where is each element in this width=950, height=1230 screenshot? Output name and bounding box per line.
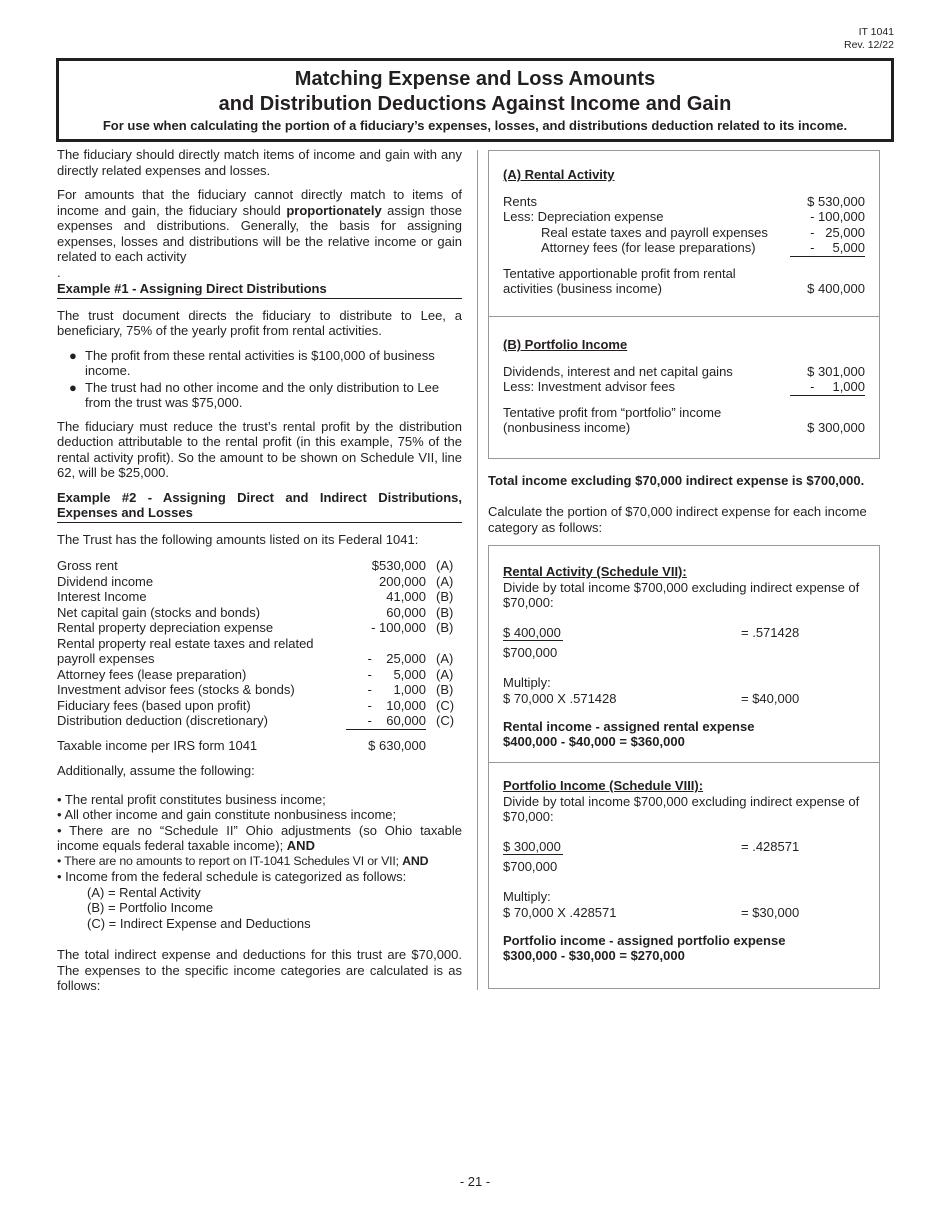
row-label: Investment advisor fees (stocks & bonds)	[57, 682, 295, 697]
assumption-bold: AND	[402, 853, 429, 868]
column-divider	[477, 150, 478, 990]
intro-p2-bold: proportionately	[286, 202, 382, 218]
page-number: - 21 -	[459, 1174, 491, 1189]
page-title-line1: Matching Expense and Loss Amounts	[294, 68, 656, 90]
assumption-text: • All other income and gain constitute nonbusiness income;	[57, 807, 397, 822]
advisor-fees-amount: - 1,000	[790, 379, 865, 396]
intro-p2-start: For amounts that the fiduciary cannot directly match to items of income and gain, the fiduciary should	[57, 187, 462, 218]
rents-label: Rents	[503, 193, 537, 209]
taxes-row	[503, 225, 865, 241]
rental-multiply-label: Multiply:	[503, 675, 551, 690]
table-row	[57, 682, 462, 698]
rental-denominator: $700,000	[503, 644, 558, 660]
rental-tentative-line2: activities (business income)	[503, 281, 662, 296]
row-category: (C)	[436, 713, 455, 728]
portfolio-result-line2: $300,000 - $30,000 = $270,000	[503, 948, 685, 963]
rental-numerator: $ 400,000	[503, 624, 561, 640]
assumption-text: • Income from the federal schedule is categorized as follows:	[57, 869, 407, 884]
list-item	[57, 869, 462, 885]
rental-multiply-expr: $ 70,000 X .571428	[503, 690, 617, 706]
bullet-text: The profit from these rental activities is $100,000 of business income.	[85, 347, 435, 378]
row-category: (B)	[436, 620, 454, 635]
row-category: (A)	[436, 666, 454, 682]
portfolio-calc-panel	[489, 763, 879, 976]
portfolio-tentative-line2: (nonbusiness income)	[503, 420, 631, 435]
row-amount: - 1,000	[367, 682, 426, 697]
portfolio-multiply-expr: $ 70,000 X .428571	[503, 904, 617, 920]
row-category: (A)	[436, 651, 454, 666]
row-category: (A)	[436, 573, 454, 589]
table-row	[57, 651, 462, 667]
rental-ratio-row	[503, 625, 865, 641]
list-item	[57, 380, 462, 411]
row-label: Fiduciary fees (based upon profit)	[57, 697, 251, 713]
table-row	[57, 605, 462, 621]
income-box	[488, 150, 880, 459]
bullet-icon: ●	[69, 347, 77, 363]
portfolio-ratio: = .428571	[741, 838, 800, 854]
row-amount: - 60,000	[346, 713, 426, 729]
title-box	[56, 58, 894, 142]
example2-paragraph-1: The Trust has the following amounts listed on its Federal 1041:	[57, 531, 419, 547]
page-subtitle: For use when calculating the portion of a fiduciary’s expenses, losses, and distributions deduction related to its income.	[102, 118, 848, 133]
rental-ratio: = .571428	[741, 624, 800, 640]
table-row	[57, 713, 462, 729]
rental-multiply-row	[503, 691, 865, 707]
list-item	[57, 807, 462, 823]
example2-heading: Example #2 - Assigning Direct and Indirect Distributions, Expenses and Losses	[57, 490, 462, 523]
table-row	[57, 589, 462, 605]
total-income-statement: Total income excluding $70,000 indirect expense is $700,000.	[488, 473, 865, 488]
assumption-text: • There are no “Schedule II” Ohio adjustments (so Ohio taxable income equals federal taxable income);	[57, 822, 462, 853]
intro-p2-end: assign those expenses and distributions. Generally, the basis for assigning expenses, losses and distributions will be the relative income or gain related to each activity	[57, 202, 462, 264]
rental-calc-panel	[489, 546, 879, 763]
closing-paragraph: The total indirect expense and deductions for this trust are $70,000. The expenses to the specific income categories are calculated is as follows:	[57, 947, 462, 993]
portfolio-multiply-result: = $30,000	[741, 904, 800, 920]
bullet-text: The trust had no other income and the only distribution to Lee from the trust was $75,000.	[85, 379, 440, 410]
page-title-line2: and Distribution Deductions Against Income and Gain	[218, 93, 732, 115]
rents-row	[503, 194, 865, 210]
rental-tentative-row	[503, 266, 865, 297]
portfolio-numerator: $ 300,000	[503, 838, 561, 854]
rental-tentative-amount: $ 400,000	[807, 281, 865, 296]
portfolio-tentative-line1: Tentative profit from “portfolio” income	[503, 404, 722, 420]
row-category	[426, 636, 462, 652]
bullet-icon: ●	[69, 379, 77, 395]
row-category: (C)	[436, 697, 455, 713]
row-amount: 60,000	[386, 604, 426, 620]
row-label: payroll expenses	[57, 651, 155, 666]
portfolio-tentative-label	[503, 405, 721, 436]
intro-paragraph-1: The fiduciary should directly match items of income and gain with any directly related expenses and losses.	[57, 147, 462, 178]
rental-result-line1: Rental income - assigned rental expense	[503, 718, 755, 734]
taxable-cat-spacer	[426, 738, 462, 754]
assume-intro: Additionally, assume the following:	[57, 763, 255, 778]
left-column	[57, 147, 462, 1003]
row-label: Rental property depreciation expense	[57, 620, 274, 635]
rental-calc-heading: Rental Activity (Schedule VII):	[503, 564, 687, 579]
assumption-text: • The rental profit constitutes business income;	[57, 791, 326, 807]
rental-activity-panel	[489, 151, 879, 317]
category-item: (A) = Rental Activity	[87, 884, 201, 900]
form-id: IT 1041	[858, 26, 894, 38]
taxable-income-row	[57, 738, 462, 754]
list-item	[57, 348, 462, 379]
rental-heading: (A) Rental Activity	[503, 167, 615, 182]
portfolio-tentative-amount: $ 300,000	[807, 420, 865, 435]
row-label: Rental property real estate taxes and related	[57, 635, 314, 651]
table-row	[57, 667, 462, 683]
advisor-fees-label: Less: Investment advisor fees	[503, 379, 675, 394]
row-amount: - 5,000	[367, 666, 426, 682]
rental-tentative-label	[503, 266, 736, 297]
example1-bullet-list	[57, 348, 462, 411]
row-category: (B)	[436, 589, 454, 604]
row-category: (A)	[436, 558, 454, 573]
portfolio-multiply-label: Multiply:	[503, 889, 551, 904]
rents-amount: $ 530,000	[807, 193, 865, 209]
portfolio-income-panel	[489, 317, 879, 448]
portfolio-denominator: $700,000	[503, 858, 558, 874]
example1-paragraph-2: The fiduciary must reduce the trust’s rental profit by the distribution deduction attributable to the rental profit (in this example, 75% of the rental activity profit). So the amount to be shown on Schedule VII, line 62, will be $25,000.	[57, 418, 462, 480]
row-amount: - 25,000	[367, 651, 426, 666]
form-id-block	[844, 26, 894, 52]
table-row	[57, 574, 462, 590]
portfolio-calc-heading: Portfolio Income (Schedule VIII):	[503, 778, 704, 793]
attorney-amount: - 5,000	[790, 240, 865, 257]
rental-multiply-result: = $40,000	[741, 690, 800, 706]
row-label: Interest Income	[57, 589, 147, 604]
row-category: (B)	[436, 604, 454, 620]
row-label: Net capital gain (stocks and bonds)	[57, 604, 261, 620]
category-list	[57, 885, 462, 932]
row-amount: 41,000	[386, 589, 426, 604]
attorney-label: Attorney fees (for lease preparations)	[541, 240, 756, 255]
rental-result-line2: $400,000 - $40,000 = $360,000	[503, 734, 685, 749]
table-row	[57, 698, 462, 714]
attorney-row	[503, 240, 865, 257]
portfolio-heading: (B) Portfolio Income	[503, 337, 628, 352]
federal-1041-table	[57, 558, 462, 730]
list-item	[57, 854, 462, 870]
category-item: (B) = Portfolio Income	[87, 900, 214, 915]
dividends-label: Dividends, interest and net capital gains	[503, 363, 733, 379]
calculate-instruction: Calculate the portion of $70,000 indirect expense for each income category as follows:	[488, 504, 867, 535]
assumption-text: • There are no amounts to report on IT-1041 Schedules VI or VII;	[57, 853, 403, 868]
assumption-bold: AND	[286, 838, 315, 853]
list-item	[57, 823, 462, 854]
depreciation-row	[503, 209, 865, 225]
taxable-label: Taxable income per IRS form 1041	[57, 737, 258, 753]
row-amount: - 10,000	[367, 697, 426, 713]
calculation-box	[488, 545, 880, 989]
portfolio-calc-desc: Divide by total income $700,000 excluding indirect expense of $70,000:	[503, 793, 860, 824]
depreciation-label: Less: Depreciation expense	[503, 209, 664, 224]
example1-paragraph-1: The trust document directs the fiduciary to distribute to Lee, a beneficiary, 75% of the yearly profit from rental activities.	[57, 307, 462, 338]
table-row	[57, 636, 462, 652]
row-label: Gross rent	[57, 558, 118, 573]
taxable-amount: $ 630,000	[368, 737, 426, 753]
form-revision: Rev. 12/22	[843, 39, 894, 51]
example1-heading: Example #1 - Assigning Direct Distributions	[57, 281, 462, 299]
advisor-fees-row	[503, 379, 865, 396]
taxes-amount: - 25,000	[810, 224, 865, 240]
dividends-amount: $ 301,000	[807, 363, 865, 379]
table-row	[57, 620, 462, 636]
table-row	[57, 558, 462, 574]
list-item	[57, 792, 462, 808]
portfolio-result-line1: Portfolio income - assigned portfolio expense	[503, 932, 786, 948]
intro-period: .	[57, 264, 61, 280]
dividends-row	[503, 364, 865, 380]
category-item: (C) = Indirect Expense and Deductions	[87, 915, 311, 931]
assumption-list	[57, 792, 462, 885]
portfolio-tentative-row	[503, 405, 865, 436]
taxes-label: Real estate taxes and payroll expenses	[541, 224, 768, 240]
row-label: Distribution deduction (discretionary)	[57, 713, 268, 728]
portfolio-ratio-row	[503, 839, 865, 855]
row-label: Dividend income	[57, 573, 154, 589]
portfolio-multiply-row	[503, 905, 865, 921]
rental-calc-desc: Divide by total income $700,000 excluding indirect expense of $70,000:	[503, 579, 860, 610]
row-amount: 200,000	[379, 573, 426, 589]
row-category: (B)	[436, 682, 454, 697]
row-amount: - 100,000	[371, 620, 426, 635]
rental-tentative-line1: Tentative apportionable profit from rental	[503, 265, 736, 281]
row-amount	[346, 636, 426, 652]
depreciation-amount: - 100,000	[810, 209, 865, 224]
intro-paragraph-2	[57, 187, 462, 265]
row-label: Attorney fees (lease preparation)	[57, 666, 247, 682]
row-amount: $530,000	[371, 558, 426, 573]
